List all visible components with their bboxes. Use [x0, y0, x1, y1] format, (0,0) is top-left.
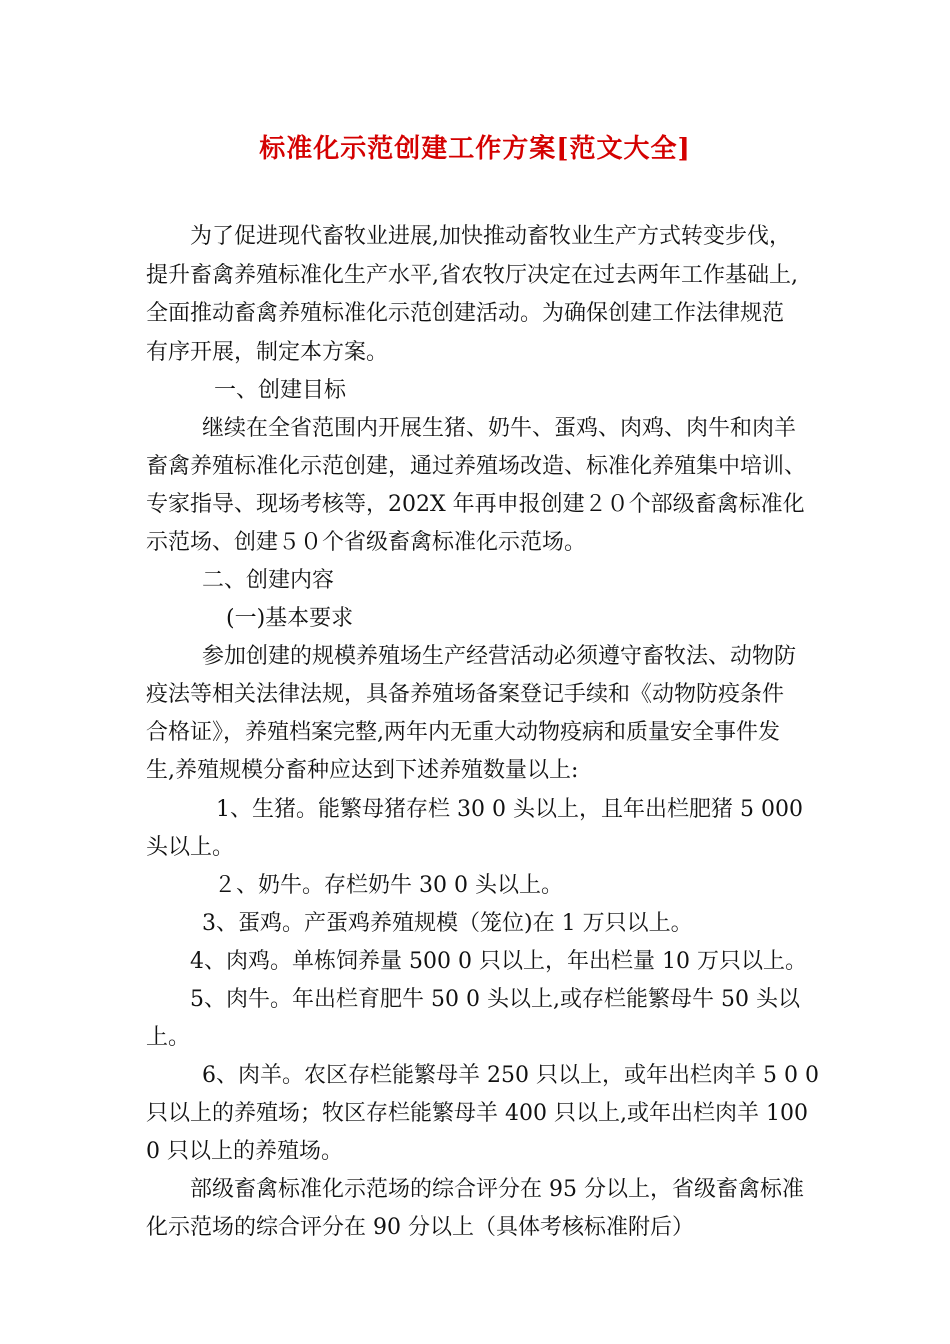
paragraph-line: 为了促进现代畜牧业进展,加快推动畜牧业生产方式转变步伐，: [190, 224, 791, 249]
list-item-continuation: 头以上。: [146, 835, 235, 860]
paragraph-line: 专家指导、现场考核等，202X 年再申报创建２０个部级畜禽标准化: [146, 492, 805, 517]
paragraph-line: 合格证》，养殖档案完整,两年内无重大动物疫病和质量安全事件发: [146, 720, 780, 745]
list-item: 6、肉羊。农区存栏能繁母羊 250 只以上，或年出栏肉羊 5 0 0: [202, 1063, 819, 1088]
list-item-continuation: 0 只以上的养殖场。: [146, 1139, 343, 1164]
paragraph-line: 提升畜禽养殖标准化生产水平,省农牧厅决定在过去两年工作基础上,: [146, 263, 798, 288]
list-item-continuation: 上。: [146, 1025, 191, 1050]
document-title: 标准化示范创建工作方案[范文大全]: [259, 134, 691, 164]
paragraph-line: 疫法等相关法律法规，具备养殖场备案登记手续和《动物防疫条件: [146, 682, 785, 707]
list-item: 3、蛋鸡。产蛋鸡养殖规模（笼位)在 1 万只以上。: [202, 911, 693, 936]
paragraph-line: 示范场、创建５０个省级畜禽标准化示范场。: [146, 530, 587, 555]
paragraph-line: 全面推动畜禽养殖标准化示范创建活动。为确保创建工作法律规范: [146, 301, 785, 326]
paragraph-line: 参加创建的规模养殖场生产经营活动必须遵守畜牧法、动物防: [202, 644, 797, 669]
list-item: 5、肉牛。年出栏育肥牛 50 0 头以上,或存栏能繁母牛 50 头以: [190, 987, 800, 1012]
list-item: 4、肉鸡。单栋饲养量 500 0 只以上，年出栏量 10 万只以上。: [190, 949, 807, 974]
paragraph-line: 化示范场的综合评分在 90 分以上（具体考核标准附后）: [146, 1215, 694, 1240]
paragraph-line: 有序开展，制定本方案。: [146, 340, 389, 365]
paragraph-line: 部级畜禽标准化示范场的综合评分在 95 分以上，省级畜禽标准: [190, 1177, 804, 1202]
paragraph-line: 继续在全省范围内开展生猪、奶牛、蛋鸡、肉鸡、肉牛和肉羊: [202, 416, 797, 441]
section-heading: 二、创建内容: [202, 568, 335, 593]
list-item-continuation: 只以上的养殖场；牧区存栏能繁母羊 400 只以上,或年出栏肉羊 100: [146, 1101, 808, 1126]
paragraph-line: 畜禽养殖标准化示范创建，通过养殖场改造、标准化养殖集中培训、: [146, 454, 807, 479]
list-item: 1、生猪。能繁母猪存栏 30 0 头以上，且年出栏肥猪 5 000: [216, 797, 803, 822]
section-heading: 一、创建目标: [214, 378, 347, 403]
list-item: ２、奶牛。存栏奶牛 30 0 头以上。: [214, 873, 563, 898]
paragraph-line: 生,养殖规模分畜种应达到下述养殖数量以上:: [146, 758, 579, 783]
subsection-heading: (一)基本要求: [226, 606, 354, 631]
